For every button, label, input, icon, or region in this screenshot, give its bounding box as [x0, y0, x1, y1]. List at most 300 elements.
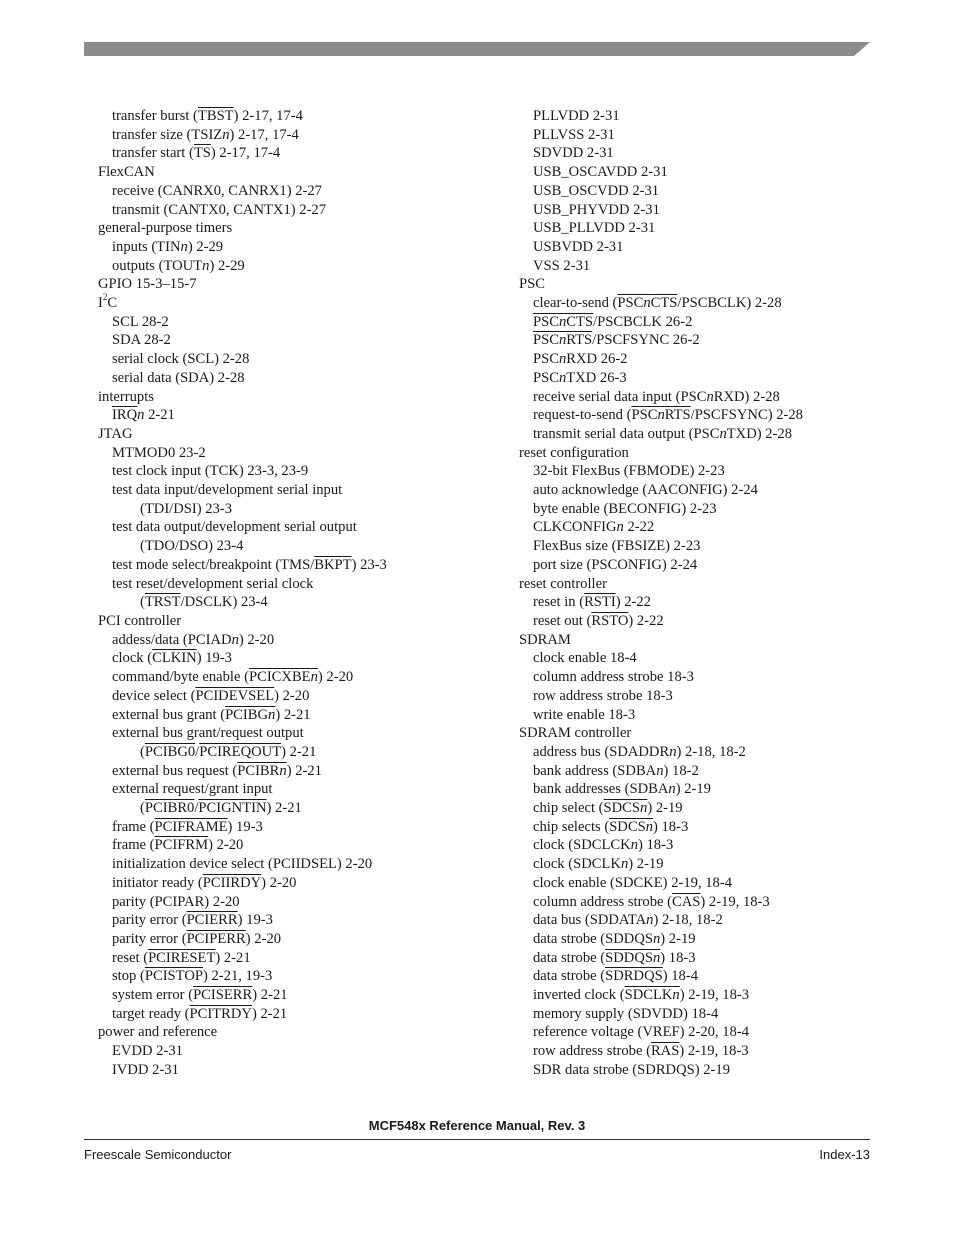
index-entry-text: test clock input (TCK) 23-3, 23-9 — [112, 463, 309, 480]
index-entry-text: USB_OSCAVDD 2-31 — [533, 164, 668, 181]
index-entry-text: serial data (SDA) 2-28 — [112, 369, 245, 386]
index-entry — [519, 911, 919, 930]
index-entry — [519, 836, 919, 855]
index-entry — [98, 1061, 508, 1080]
index-entry-text: ) 2-20 — [208, 837, 244, 854]
index-heading — [98, 1023, 508, 1042]
index-entry — [98, 780, 508, 799]
footer-rule — [84, 1139, 870, 1140]
index-entry-text: $\overline{n}$ — [643, 295, 651, 312]
index-entry — [98, 799, 508, 818]
index-entry — [98, 818, 508, 837]
index-entry-text: PCIBR — [237, 762, 280, 779]
index-entry-text: ) 19-3 — [196, 650, 232, 667]
index-entry — [519, 313, 919, 332]
index-entry-text: ) 19-3 — [237, 912, 273, 929]
index-entry-text: EVDD 2-31 — [112, 1043, 183, 1060]
index-entry-text: auto acknowledge (AACONFIG) 2-24 — [533, 482, 758, 499]
index-entry-text: receive serial data input (PSC — [533, 388, 707, 405]
index-entry-text: reference voltage (VREF) 2-20, 18-4 — [533, 1024, 749, 1041]
index-entry-text: ) 2-21 — [286, 762, 322, 779]
index-entry — [519, 949, 919, 968]
index-entry — [98, 201, 508, 220]
index-entry-text: ) 2-21 — [266, 800, 302, 817]
index-entry-text: clock (SDCLCK — [533, 837, 631, 854]
index-entry-text: inputs (TIN — [112, 238, 181, 255]
index-entry-text: n — [231, 631, 239, 648]
index-entry — [98, 369, 508, 388]
index-entry-text: system error ( — [112, 987, 194, 1004]
index-entry-text: $\overline{RTS}$ — [664, 407, 691, 424]
index-entry-text: $\overline{CTS}$ — [650, 295, 678, 312]
index-entry-text: SDA 28-2 — [112, 332, 171, 349]
index-entry-text: column address strobe ( — [533, 893, 673, 910]
index-entry — [519, 593, 919, 612]
index-entry-text: SDCS — [609, 818, 646, 835]
index-entry-text: data bus (SDDATA — [533, 912, 647, 929]
index-entry-text: $\overline{PSC}$ — [617, 295, 644, 312]
index-entry-text: I — [98, 295, 103, 312]
footer-company: Freescale Semiconductor — [84, 1147, 232, 1162]
index-entry-text: BKPT — [314, 556, 352, 573]
index-entry-text: address bus (SDADDR — [533, 743, 670, 760]
index-entry-text: n — [652, 930, 661, 947]
index-entry-text: initialization device select (PCIIDSEL) 2-20 — [112, 856, 373, 873]
index-entry-text: $\overline{n}$ — [672, 987, 680, 1004]
index-entry — [519, 780, 919, 799]
index-entry — [519, 388, 919, 407]
index-entry — [98, 911, 508, 930]
index-entry-text: ) 18-3 — [660, 949, 696, 966]
index-entry-text: IVDD 2-31 — [112, 1061, 179, 1078]
index-entry — [519, 425, 919, 444]
index-entry — [98, 967, 508, 986]
index-entry-text: SDRAM controller — [519, 725, 632, 742]
index-entry-text: transfer burst ( — [112, 108, 198, 124]
index-entry-text: $\overline{n}$ — [268, 706, 276, 723]
index-entry-text: data strobe (SDDQS — [533, 930, 653, 947]
index-entry — [519, 238, 919, 257]
index-entry-text: 2 — [102, 292, 108, 303]
index-entry-text: n — [558, 351, 567, 368]
index-entry — [98, 182, 508, 201]
index-entry-text: PCIPERR — [186, 930, 246, 947]
index-entry-text: ( — [140, 743, 145, 760]
index-entry-text: $\overline{n}$ — [657, 407, 665, 424]
index-entry — [519, 893, 919, 912]
index-entry — [519, 1005, 919, 1024]
index-entry-text: ) 2-20 — [274, 687, 310, 704]
index-entry-text: column address strobe 18-3 — [533, 669, 694, 686]
index-entry — [519, 107, 919, 126]
index-entry-text: ) 23-3 — [351, 556, 387, 573]
index-entry-text: data strobe ( — [533, 949, 606, 966]
index-entry — [98, 893, 508, 912]
index-entry-text: ) 2-21 — [275, 706, 311, 723]
index-entry — [519, 855, 919, 874]
index-entry-text: reset controller — [519, 575, 607, 592]
index-entry — [98, 1005, 508, 1024]
index-entry-text: addess/data (PCIAD — [112, 631, 232, 648]
index-entry-text: external bus grant ( — [112, 706, 226, 723]
index-entry-text: USB_PHYVDD 2-31 — [533, 201, 660, 218]
index-entry — [98, 706, 508, 725]
index-entry-text: ) 2-19 — [647, 800, 683, 817]
index-entry-text: clock (SDCLK — [533, 856, 621, 873]
index-entry-text: TXD) 2-28 — [726, 425, 793, 442]
index-entry-text: n — [668, 781, 676, 798]
index-entry — [519, 930, 919, 949]
index-entry-text: command/byte enable ( — [112, 669, 249, 686]
index-entry — [98, 238, 508, 257]
index-entry-text: transmit serial data output (PSC — [533, 425, 720, 442]
index-entry — [519, 331, 919, 350]
index-entry-text: SDRDQS — [605, 968, 663, 985]
index-column-left — [98, 107, 508, 1080]
index-entry — [519, 612, 919, 631]
index-entry-text: SDVDD 2-31 — [533, 145, 614, 162]
index-entry-text: C — [107, 295, 118, 312]
index-entry-text: SDCS — [603, 800, 641, 817]
index-entry-text: PCIBG — [225, 706, 269, 723]
index-entry — [519, 799, 919, 818]
index-entry-text: PLLVDD 2-31 — [533, 108, 620, 124]
index-entry-text: n — [719, 425, 727, 442]
index-entry — [98, 836, 508, 855]
index-entry-text: n — [616, 519, 624, 536]
index-entry-text: ) 18-4 — [662, 968, 698, 985]
index-entry — [519, 500, 919, 519]
index-entry-text: $\overline{PSC}$ — [631, 407, 658, 424]
index-heading — [98, 388, 508, 407]
index-entry-text: n — [620, 856, 629, 873]
index-entry-text: PSC — [533, 369, 559, 386]
index-entry-text: $\overline{PSC}$ — [533, 332, 559, 349]
index-entry — [98, 762, 508, 781]
index-entry-text: ) 2-20 — [238, 631, 275, 648]
index-entry-text: port size (PSCONFIG) 2-24 — [533, 556, 698, 573]
index-entry — [519, 406, 919, 425]
index-entry-text: transfer size (TSIZ — [112, 126, 223, 143]
index-entry — [98, 743, 508, 762]
index-entry — [519, 1023, 919, 1042]
index-entry-text: 32-bit FlexBus (FBMODE) 2-23 — [533, 463, 725, 480]
index-entry — [98, 257, 508, 276]
index-entry-text: ) 2-21 — [251, 1005, 288, 1022]
index-entry-text: ( — [140, 800, 145, 817]
index-entry-text: ) 2-21 — [215, 949, 251, 966]
index-entry-text: chip selects ( — [533, 818, 610, 835]
index-entry — [519, 518, 919, 537]
index-entry-text: ) 2-21 — [281, 743, 317, 760]
index-entry-text: n — [656, 762, 664, 779]
index-entry-text: MTMOD0 23-2 — [112, 444, 206, 461]
index-entry — [519, 350, 919, 369]
index-entry-text: ) 2-20 — [261, 874, 297, 891]
index-entry — [98, 575, 508, 594]
index-entry — [519, 556, 919, 575]
index-entry-text: $\overline{CTS}$ — [566, 313, 594, 330]
index-entry-text: / — [195, 743, 200, 760]
index-entry — [519, 257, 919, 276]
index-entry-text: initiator ready ( — [112, 874, 203, 891]
index-entry-text: $\overline{RTS}$ — [566, 332, 593, 349]
index-entry-text: parity (PCIPAR) 2-20 — [112, 893, 240, 910]
index-entry — [519, 668, 919, 687]
index-entry-text: n — [202, 257, 210, 274]
footer-manual-title: MCF548x Reference Manual, Rev. 3 — [368, 1118, 586, 1133]
index-entry — [519, 369, 919, 388]
index-entry — [519, 874, 919, 893]
index-entry-text: SDRAM — [519, 631, 571, 648]
index-entry-text: GPIO 15-3–15-7 — [98, 276, 197, 293]
index-entry — [519, 649, 919, 668]
index-entry-text: (TDO/DSO) 23-4 — [140, 538, 244, 555]
index-entry — [98, 855, 508, 874]
index-entry-text: PCIDEVSEL — [195, 687, 275, 704]
index-entry — [98, 649, 508, 668]
index-entry — [519, 743, 919, 762]
index-entry-text: PCISERR — [193, 987, 253, 1004]
index-entry-text: row address strobe ( — [533, 1043, 651, 1060]
index-entry — [98, 518, 508, 537]
index-entry-text: JTAG — [98, 425, 133, 442]
index-entry-text: /PSCFSYNC) 2-28 — [690, 407, 803, 424]
index-entry-text: ) 2-22 — [628, 612, 664, 629]
index-entry — [519, 219, 919, 238]
index-entry-text: ) 2-19 — [628, 856, 664, 873]
index-entry-text: interrupts — [98, 388, 154, 405]
index-entry-text: $\overline{n}$ — [645, 818, 653, 835]
index-entry-text: ( — [140, 594, 145, 611]
index-entry-text: outputs (TOUT — [112, 257, 203, 274]
index-entry — [98, 462, 508, 481]
index-entry-text: transfer start ( — [112, 145, 194, 162]
index-entry-text: stop ( — [112, 968, 145, 985]
index-entry-text: (TDI/DSI) 23-3 — [140, 500, 233, 517]
index-entry-text: PCIBG0 — [144, 743, 196, 760]
index-entry — [98, 556, 508, 575]
index-entry-text: $\overline{n}$ — [310, 669, 318, 686]
index-entry-text: $\overline{n}$ — [653, 949, 661, 966]
index-entry — [519, 294, 919, 313]
index-column-right — [519, 107, 919, 1080]
index-heading — [519, 631, 919, 650]
index-entry-text: ) 2-17, 17-4 — [233, 108, 303, 124]
index-entry-text: USB_OSCVDD 2-31 — [533, 182, 660, 199]
index-entry-text: frame ( — [112, 818, 155, 835]
index-entry-text: general-purpose timers — [98, 220, 233, 237]
index-entry — [519, 1042, 919, 1061]
index-heading — [98, 294, 508, 313]
index-entry-text: PSC — [533, 351, 559, 368]
index-entry-text: SDR data strobe (SDRDQS) 2-19 — [533, 1061, 731, 1078]
index-entry-text: ) 18-3 — [653, 818, 689, 835]
index-entry-text: data strobe ( — [533, 968, 606, 985]
index-entry-text: PCIREQOUT — [199, 743, 282, 760]
index-heading — [98, 612, 508, 631]
index-entry — [98, 313, 508, 332]
index-entry-text: USBVDD 2-31 — [533, 238, 624, 255]
index-entry-text: test data input/development serial input — [112, 482, 343, 499]
index-entry-text: PCIIRDY — [202, 874, 262, 891]
index-entry-text: PCIRESET — [148, 949, 216, 966]
index-entry-text: ) 2-18, 18-2 — [676, 743, 746, 760]
index-entry-text: /PSCBCLK) 2-28 — [677, 295, 782, 312]
index-entry-text: SCL 28-2 — [112, 313, 169, 330]
index-entry-text: n — [558, 369, 567, 386]
index-entry-text: ) 2-19 — [660, 930, 696, 947]
index-entry-text: external bus grant/request output — [112, 725, 304, 742]
index-entry-text: ) 2-18, 18-2 — [653, 912, 723, 929]
index-entry-text: byte enable (BECONFIG) 2-23 — [533, 500, 717, 517]
index-entry — [98, 986, 508, 1005]
index-entry-text: n — [630, 837, 638, 854]
index-entry-text: clear-to-send ( — [533, 295, 618, 312]
index-entry-text: RSTO — [591, 612, 629, 629]
index-heading — [98, 219, 508, 238]
index-entry-text: receive (CANRX0, CANRX1) 2-27 — [112, 182, 322, 199]
index-entry — [519, 537, 919, 556]
index-entry-text: clock ( — [112, 650, 153, 667]
index-entry-text: RSTI — [584, 594, 616, 611]
index-entry-text: PCISTOP — [144, 968, 203, 985]
index-entry — [519, 144, 919, 163]
index-entry-text: CLKIN — [152, 650, 197, 667]
index-entry-text: RXD) 2-28 — [713, 388, 780, 405]
index-entry-text: transmit (CANTX0, CANTX1) 2-27 — [112, 201, 327, 218]
index-entry-text: reset out ( — [533, 612, 592, 629]
index-entry-text: 2-21 — [144, 407, 175, 424]
index-entry — [98, 930, 508, 949]
index-entry-text: ) 19-3 — [227, 818, 263, 835]
index-entry-text: ) 2-21 — [252, 987, 288, 1004]
index-entry-text: TXD 26-3 — [566, 369, 627, 386]
index-entry-text: $\overline{n}$ — [640, 800, 648, 817]
index-entry-text: reset configuration — [519, 444, 629, 461]
index-entry-text: PCITRDY — [189, 1005, 252, 1022]
index-entry-text: $\overline{CAS}$ — [672, 893, 701, 910]
index-entry — [98, 107, 508, 126]
index-entry-text: n — [222, 126, 230, 143]
index-entry-text: n — [646, 912, 654, 929]
index-entry-text: reset in ( — [533, 594, 585, 611]
index-entry-text: PSC — [519, 276, 545, 293]
index-entry-text: ) 2-29 — [209, 257, 245, 274]
index-entry-text: ) 18-3 — [638, 837, 674, 854]
index-entry-text: bank addresses (SDBA — [533, 781, 669, 798]
index-entry-text: serial clock (SCL) 2-28 — [112, 351, 250, 368]
index-entry — [519, 706, 919, 725]
index-entry — [98, 144, 508, 163]
index-entry-text: bank address (SDBA — [533, 762, 657, 779]
index-entry-text: FlexCAN — [98, 164, 155, 181]
index-heading — [98, 163, 508, 182]
index-entry-text: PCIERR — [186, 912, 238, 929]
header-bar-shape — [84, 42, 870, 56]
index-entry-text: reset ( — [112, 949, 149, 966]
header-bar — [84, 42, 870, 56]
index-heading — [519, 444, 919, 463]
index-entry — [98, 1042, 508, 1061]
index-entry — [98, 631, 508, 650]
index-entry-text: ) 2-17, 17-4 — [229, 126, 299, 143]
index-entry-text: TRST — [144, 594, 181, 611]
index-entry-text: PCIFRM — [154, 837, 209, 854]
index-entry-text: PCICXBE — [248, 669, 311, 686]
index-entry-text: write enable 18-3 — [533, 706, 636, 723]
index-entry-text: power and reference — [98, 1024, 218, 1041]
index-entry — [519, 1061, 919, 1080]
index-entry-text: frame ( — [112, 837, 155, 854]
index-entry — [519, 687, 919, 706]
index-entry-text: CLKCONFIG — [533, 519, 617, 536]
index-entry-text: PCIBR0 — [144, 800, 195, 817]
index-entry — [98, 537, 508, 556]
index-entry-text: external bus request ( — [112, 762, 238, 779]
index-entry-text: n — [180, 238, 188, 255]
footer-page-number: Index-13 — [819, 1147, 870, 1162]
index-heading — [519, 724, 919, 743]
index-entry — [98, 481, 508, 500]
index-entry-text: external request/grant input — [112, 781, 273, 798]
index-entry — [519, 163, 919, 182]
index-entry-text: / — [194, 800, 199, 817]
index-entry-text: row address strobe 18-3 — [533, 687, 673, 704]
index-entry-text: SDCLK — [624, 987, 673, 1004]
index-entry-text: /DSCLK) 23-4 — [180, 594, 268, 611]
index-entry-text: TBST — [197, 108, 234, 124]
index-entry-text: FlexBus size (FBSIZE) 2-23 — [533, 538, 701, 555]
index-entry — [98, 687, 508, 706]
index-entry — [519, 462, 919, 481]
index-entry-text: $\overline{n}$ — [279, 762, 287, 779]
index-entry-text: PLLVSS 2-31 — [533, 126, 615, 143]
index-entry-text: RXD 26-2 — [566, 351, 628, 368]
index-entry-text: device select ( — [112, 687, 196, 704]
index-entry — [98, 126, 508, 145]
index-heading — [519, 575, 919, 594]
index-entry-text: /PSCFSYNC 26-2 — [592, 332, 700, 349]
index-entry-text: 2-22 — [623, 519, 655, 536]
index-entry-text: PCIFRAME — [154, 818, 228, 835]
index-entry — [519, 762, 919, 781]
index-entry — [98, 500, 508, 519]
index-entry — [519, 201, 919, 220]
index-entry-text: ) 2-22 — [615, 594, 651, 611]
index-entry-text: clock enable (SDCKE) 2-19, 18-4 — [533, 874, 732, 891]
index-entry — [519, 818, 919, 837]
index-entry-text: chip select ( — [533, 800, 604, 817]
index-entry-text: USB_PLLVDD 2-31 — [533, 220, 656, 237]
index-entry-text: ) 2-20 — [245, 930, 282, 947]
index-entry-text: VSS 2-31 — [533, 257, 591, 274]
index-entry-text: test data output/development serial output — [112, 519, 357, 536]
index-entry-text: ) 2-20 — [317, 669, 354, 686]
index-heading — [98, 425, 508, 444]
index-entry-text: ) 18-2 — [663, 762, 699, 779]
index-entry-text: ) 2-19 — [675, 781, 711, 798]
index-entry — [98, 724, 508, 743]
index-entry-text: PCI controller — [98, 612, 182, 629]
index-entry — [98, 350, 508, 369]
index-entry-text: SDDQS — [605, 949, 653, 966]
index-entry-text: ) 2-19, 18-3 — [700, 893, 770, 910]
index-entry-text: $\overline{PSC}$ — [533, 313, 559, 330]
index-entry-text: PCIGNTIN — [198, 800, 267, 817]
index-entry-text: parity error ( — [112, 930, 187, 947]
index-entry-text: $\overline{TS}$ — [193, 145, 211, 162]
